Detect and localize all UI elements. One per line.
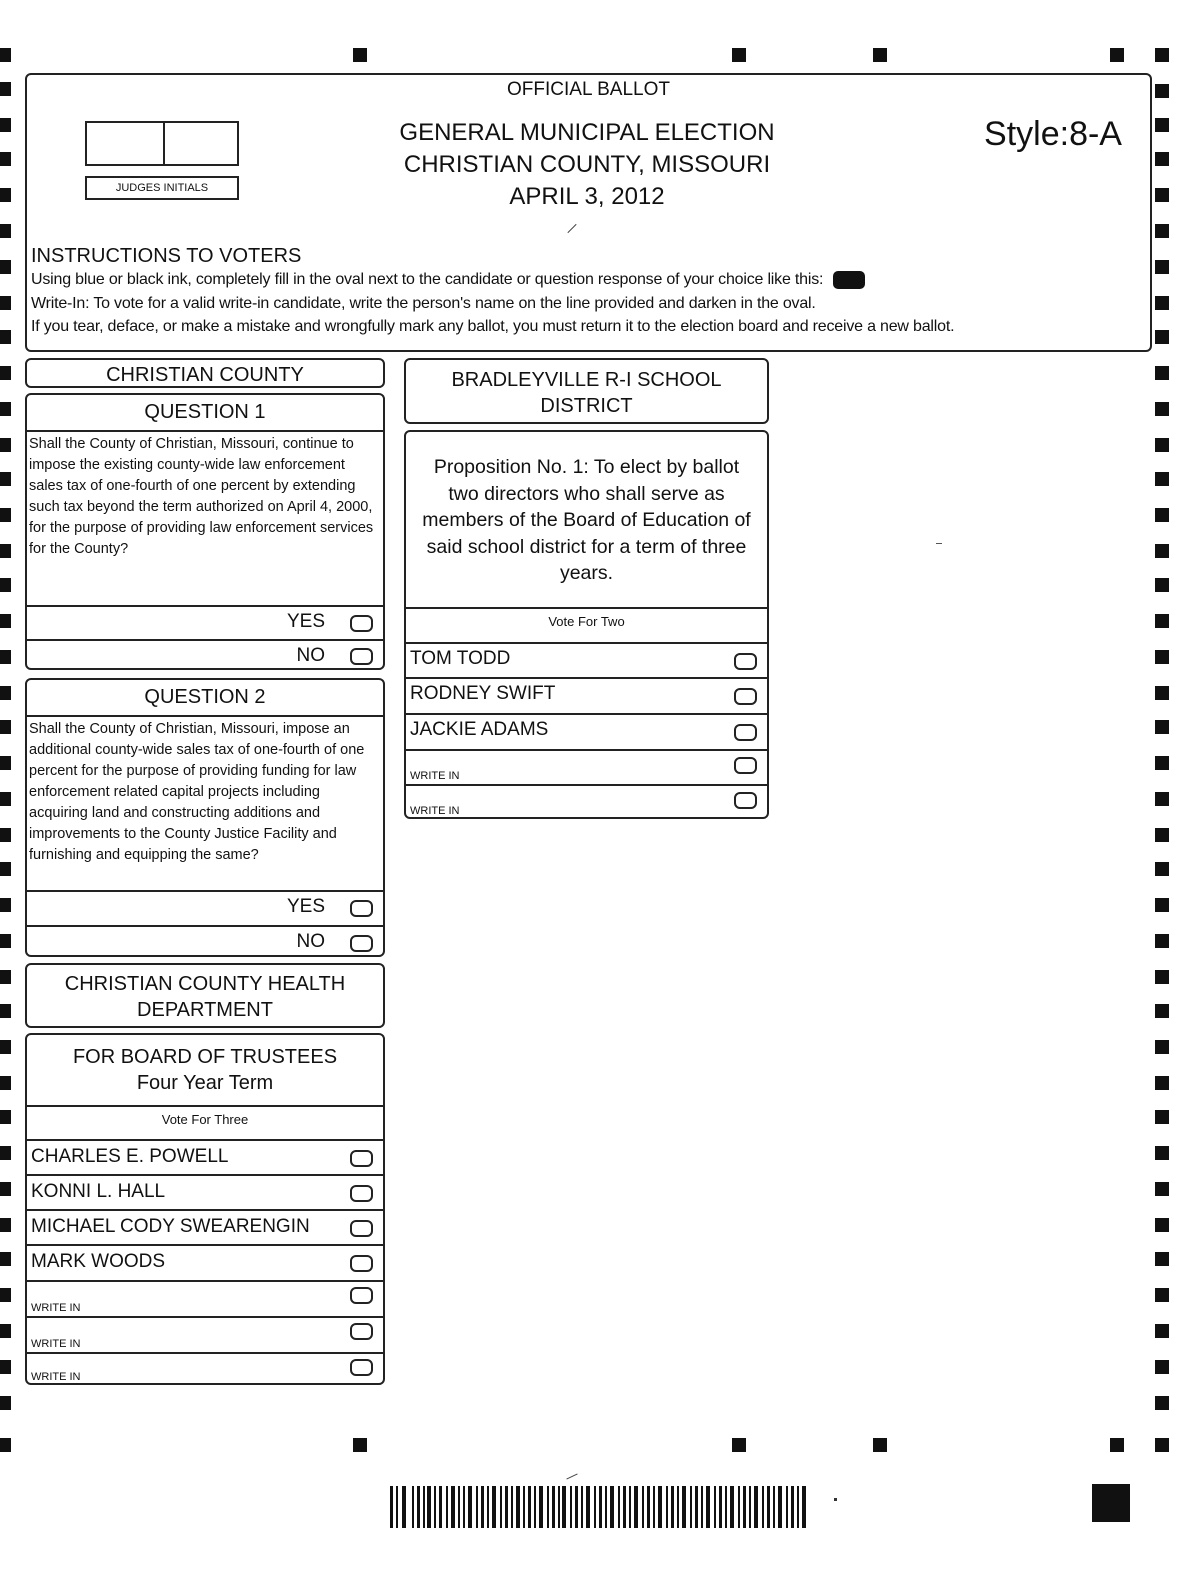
candidate-name: CHARLES E. POWELL (31, 1146, 229, 1167)
stray-dot (936, 543, 942, 544)
write-in-label: WRITE IN (31, 1371, 81, 1383)
instruction-line-2: Write-In: To vote for a valid write-in candidate, write the person's name on the line provided and darken in the oval. (31, 295, 816, 312)
health-department-heading-box (25, 963, 385, 1028)
candidate-name: MARK WOODS (31, 1251, 166, 1272)
question-1-yes-oval[interactable] (350, 615, 373, 632)
school-district-heading-line-2: DISTRICT (540, 395, 633, 417)
write-in-row[interactable] (406, 749, 767, 784)
question-1-no-oval[interactable] (350, 648, 373, 665)
election-date: APRIL 3, 2012 (509, 183, 665, 210)
election-title-block (327, 117, 847, 213)
ballot-style: Style:8-A (984, 115, 1122, 153)
question-2-text: Shall the County of Christian, Missouri, impose an additional county-wide sales tax of one-fourth of one percent for the purpose of providing funding for law enforcement related capital projects including acquiring land and constructing additions and improvements to the County Justice Facility and furnishing and equipping the same? (29, 721, 365, 863)
official-ballot-label: OFFICIAL BALLOT (507, 79, 670, 100)
candidate-name: JACKIE ADAMS (410, 719, 549, 740)
write-in-row[interactable] (27, 1352, 383, 1385)
school-district-heading-box (404, 358, 769, 424)
candidate-row[interactable] (27, 1174, 383, 1209)
question-2-yes-row[interactable] (27, 890, 383, 925)
election-county: CHRISTIAN COUNTY, MISSOURI (403, 151, 771, 178)
proposition-1-text: Proposition No. 1: To elect by ballot two directors who shall serve as members of the Board of Education of said school district for a term of three years. (422, 456, 751, 584)
candidate-oval[interactable] (350, 1150, 373, 1167)
candidate-name: MICHAEL CODY SWEARENGIN (31, 1216, 310, 1237)
write-in-oval[interactable] (350, 1287, 373, 1304)
write-in-row[interactable] (27, 1280, 383, 1316)
question-1-text: Shall the County of Christian, Missouri, continue to impose the existing county-wide law enforcement sales tax of one-fourth of one percent by extending such tax beyond the term authorized on April 4, 2000, for the purpose of providing law enforcement services for the County? (29, 436, 374, 557)
orientation-block (1092, 1484, 1130, 1522)
question-1-no-row[interactable] (27, 639, 383, 670)
no-label: NO (296, 931, 325, 952)
question-1-body (27, 430, 383, 605)
candidate-oval[interactable] (350, 1185, 373, 1202)
instruction-line-3: If you tear, deface, or make a mistake and wrongfully mark any ballot, you must return it to the election board and receive a new ballot. (31, 318, 955, 335)
candidate-name: TOM TODD (410, 648, 511, 669)
write-in-oval[interactable] (734, 757, 757, 774)
write-in-row[interactable] (406, 784, 767, 819)
health-department-heading-line-1: CHRISTIAN COUNTY HEALTH (64, 973, 346, 995)
question-1-title: QUESTION 1 (144, 401, 266, 423)
write-in-label: WRITE IN (410, 770, 460, 782)
write-in-oval[interactable] (734, 792, 757, 809)
write-in-oval[interactable] (350, 1359, 373, 1376)
board-of-trustees-contest (25, 1033, 385, 1385)
vote-for-row (406, 607, 767, 642)
yes-label: YES (286, 896, 325, 917)
candidate-name: RODNEY SWIFT (410, 683, 556, 704)
question-2-body (27, 715, 383, 890)
stray-dot (834, 1498, 837, 1501)
candidate-oval[interactable] (734, 724, 757, 741)
school-district-heading-line-1: BRADLEYVILLE R-I SCHOOL (451, 369, 722, 391)
write-in-label: WRITE IN (31, 1338, 81, 1350)
election-title: GENERAL MUNICIPAL ELECTION (399, 119, 775, 146)
candidate-row[interactable] (406, 677, 767, 713)
office-title: FOR BOARD OF TRUSTEES (72, 1046, 338, 1068)
instruction-line-1: Using blue or black ink, completely fill in the oval next to the candidate or question response of your choice like this: (31, 271, 865, 289)
filled-oval-example (833, 271, 865, 289)
candidate-row[interactable] (27, 1244, 383, 1280)
vote-for-row (27, 1105, 383, 1139)
write-in-row[interactable] (27, 1316, 383, 1352)
question-2-no-row[interactable] (27, 925, 383, 957)
ballot-header (25, 73, 1152, 352)
health-department-heading-line-2: DEPARTMENT (137, 999, 273, 1021)
question-2-no-oval[interactable] (350, 935, 373, 952)
office-term: Four Year Term (136, 1072, 274, 1094)
candidate-name: KONNI L. HALL (31, 1181, 166, 1202)
candidate-row[interactable] (27, 1139, 383, 1174)
question-1-yes-row[interactable] (27, 605, 383, 639)
christian-county-heading-box (25, 358, 385, 388)
christian-county-heading: CHRISTIAN COUNTY (106, 364, 304, 386)
write-in-label: WRITE IN (31, 1302, 81, 1314)
vote-for-three: Vote For Three (161, 1112, 249, 1127)
yes-label: YES (286, 611, 325, 632)
question-2-title: QUESTION 2 (144, 686, 266, 708)
candidate-oval[interactable] (350, 1255, 373, 1272)
candidate-oval[interactable] (734, 653, 757, 670)
candidate-oval[interactable] (350, 1220, 373, 1237)
question-2-yes-oval[interactable] (350, 900, 373, 917)
candidate-row[interactable] (406, 642, 767, 677)
candidate-row[interactable] (27, 1209, 383, 1244)
judges-initials-label: JUDGES INITIALS (85, 176, 239, 200)
instructions-heading: INSTRUCTIONS TO VOTERS (31, 245, 302, 267)
write-in-oval[interactable] (350, 1323, 373, 1340)
candidate-oval[interactable] (734, 688, 757, 705)
judges-initials-box[interactable] (85, 121, 239, 166)
question-2-contest (25, 678, 385, 957)
vote-for-two: Vote For Two (548, 614, 625, 629)
write-in-label: WRITE IN (410, 805, 460, 817)
question-1-contest (25, 393, 385, 670)
candidate-row[interactable] (406, 713, 767, 749)
no-label: NO (296, 645, 325, 666)
proposition-1-contest (404, 430, 769, 819)
stray-pen-mark (566, 1474, 577, 1480)
